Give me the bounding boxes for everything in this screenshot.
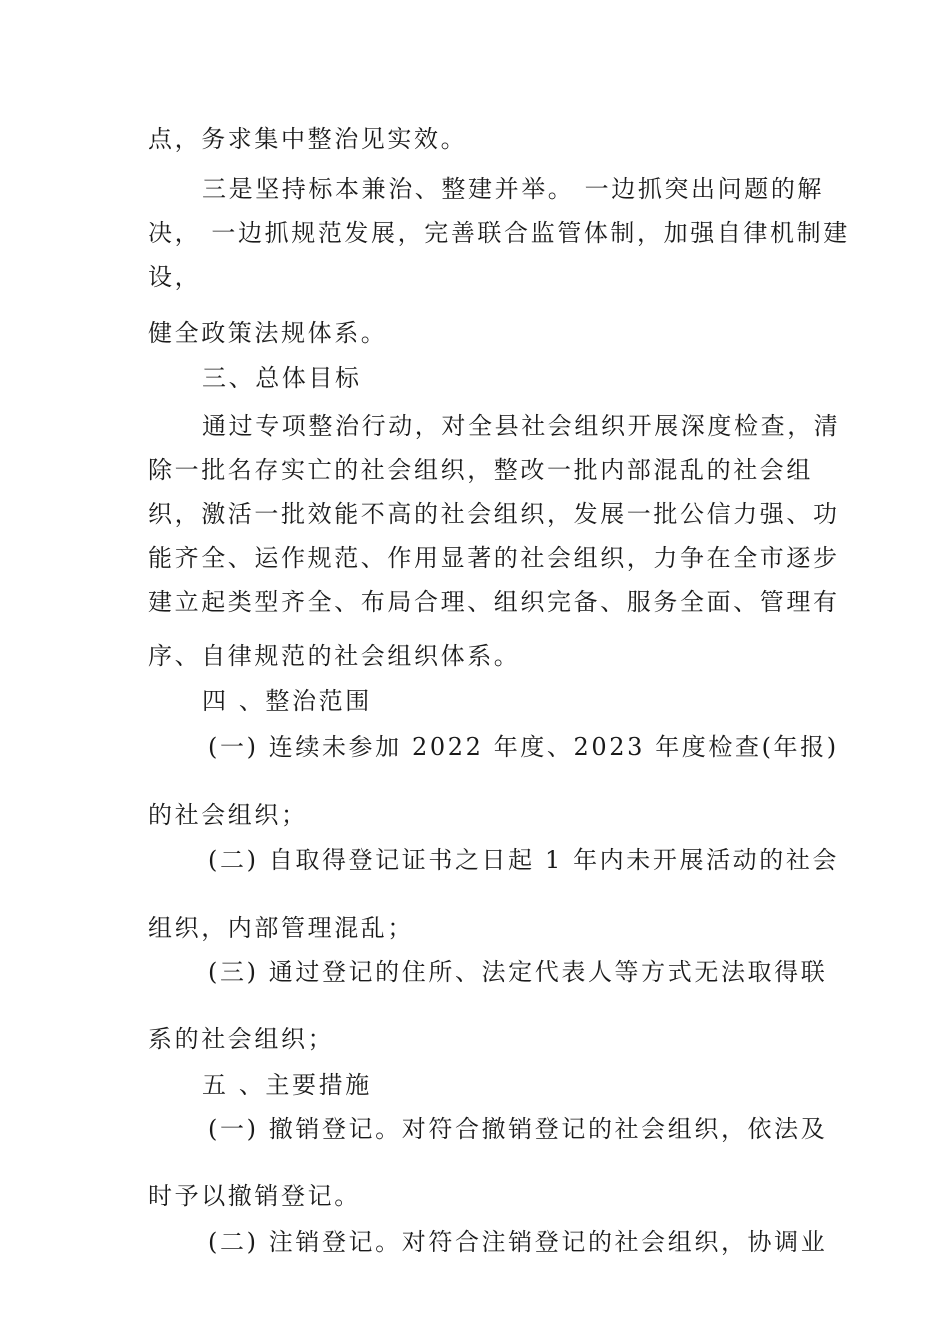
paragraph-line: 织，激活一批效能不高的社会组织，发展一批公信力强、功	[148, 500, 840, 528]
list-item: (二) 自取得登记证书之日起 1 年内未开展活动的社会	[208, 846, 840, 874]
paragraph-line: 三是坚持标本兼治、整建并举。 一边抓突出问题的解	[202, 175, 825, 203]
list-item: (一) 撤销登记。对符合撤销登记的社会组织，依法及	[208, 1115, 828, 1143]
section-heading: 三、总体目标	[202, 364, 362, 392]
list-item-continuation: 组织，内部管理混乱；	[148, 914, 414, 942]
list-item: (三) 通过登记的住所、法定代表人等方式无法取得联	[208, 958, 828, 986]
list-item: (二) 注销登记。对符合注销登记的社会组织，协调业	[208, 1228, 828, 1256]
paragraph-line: 序、自律规范的社会组织体系。	[148, 642, 521, 670]
paragraph-line: 点，务求集中整治见实效。	[148, 125, 468, 153]
section-heading: 五 、主要措施	[202, 1071, 372, 1099]
paragraph-line: 除一批名存实亡的社会组织，整改一批内部混乱的社会组	[148, 456, 813, 484]
list-item-continuation: 时予以撤销登记。	[148, 1182, 361, 1210]
list-item-continuation: 的社会组织；	[148, 801, 308, 829]
paragraph-line: 能齐全、运作规范、作用显著的社会组织，力争在全市逐步	[148, 544, 840, 572]
list-item-continuation: 系的社会组织；	[148, 1025, 335, 1053]
paragraph-line: 决， 一边抓规范发展，完善联合监管体制，加强自律机制建	[148, 219, 850, 247]
list-item: (一) 连续未参加 2022 年度、2023 年度检查(年报)	[208, 733, 839, 761]
paragraph-line: 设，	[148, 263, 202, 291]
paragraph-line: 健全政策法规体系。	[148, 319, 388, 347]
paragraph-line: 通过专项整治行动，对全县社会组织开展深度检查，清	[202, 412, 841, 440]
section-heading: 四 、整治范围	[202, 687, 372, 715]
paragraph-line: 建立起类型齐全、布局合理、组织完备、服务全面、管理有	[148, 588, 840, 616]
